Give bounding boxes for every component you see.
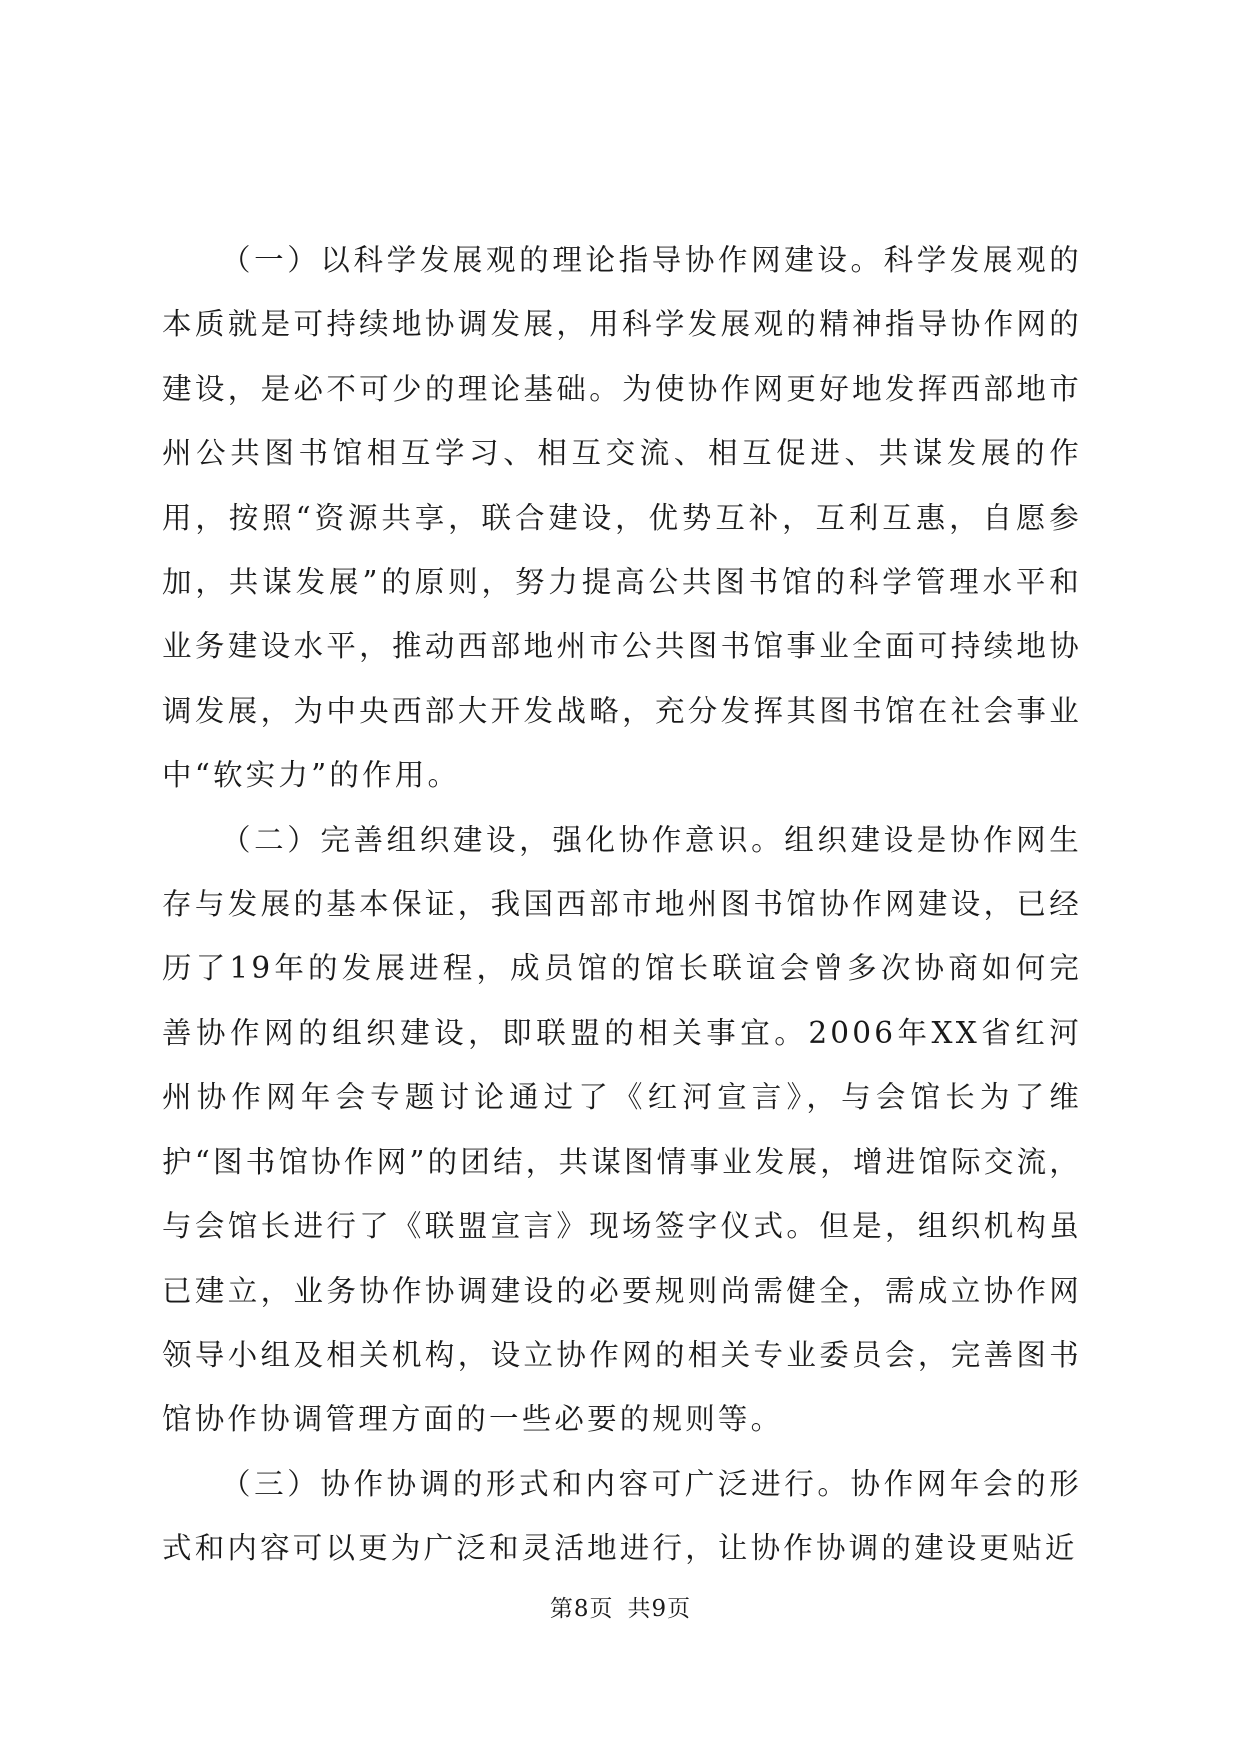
paragraph-2: （二）完善组织建设，强化协作意识。组织建设是协作网生存与发展的基本保证，我国西部市地州图书馆协作网建设，已经历了19年的发展进程，成员馆的馆长联谊会曾多次协商如何完善协作网的组织建设，即联盟的相关事宜。2006年XX省红河州协作网年会专题讨论通过了《红河宣言》，与会馆长为了维护“图书馆协作网”的团结，共谋图情事业发展，增进馆际交流，与会馆长进行了《联盟宣言》现场签字仪式。但是，组织机构虽已建立，业务协作协调建设的必要规则尚需健全，需成立协作网领导小组及相关机构，设立协作网的相关专业委员会，完善图书馆协作协调管理方面的一些必要的规则等。 — [162, 822, 1082, 1437]
page-total: 共9页 — [627, 1596, 692, 1622]
paragraph-1: （一）以科学发展观的理论指导协作网建设。科学发展观的本质就是可持续地协调发展，用科学发展观的精神指导协作网的建设，是必不可少的理论基础。为使协作网更好地发挥西部地市州公共图书馆相互学习、相互交流、相互促进、共谋发展的作用，按照“资源共享，联合建设，优势互补，互利互惠，自愿参加，共谋发展”的原则，努力提高公共图书馆的科学管理水平和业务建设水平，推动西部地州市公共图书馆事业全面可持续地协调发展，为中央西部大开发战略，充分发挥其图书馆在社会事业中“软实力”的作用。 — [162, 243, 1082, 793]
page-footer — [0, 1590, 1241, 1623]
page-number: 第8页 — [549, 1596, 614, 1622]
paragraph-3: （三）协作协调的形式和内容可广泛进行。协作网年会的形式和内容可以更为广泛和灵活地进行，让协作协调的建设更贴近 — [162, 1466, 1082, 1566]
document-body — [162, 228, 1082, 1581]
